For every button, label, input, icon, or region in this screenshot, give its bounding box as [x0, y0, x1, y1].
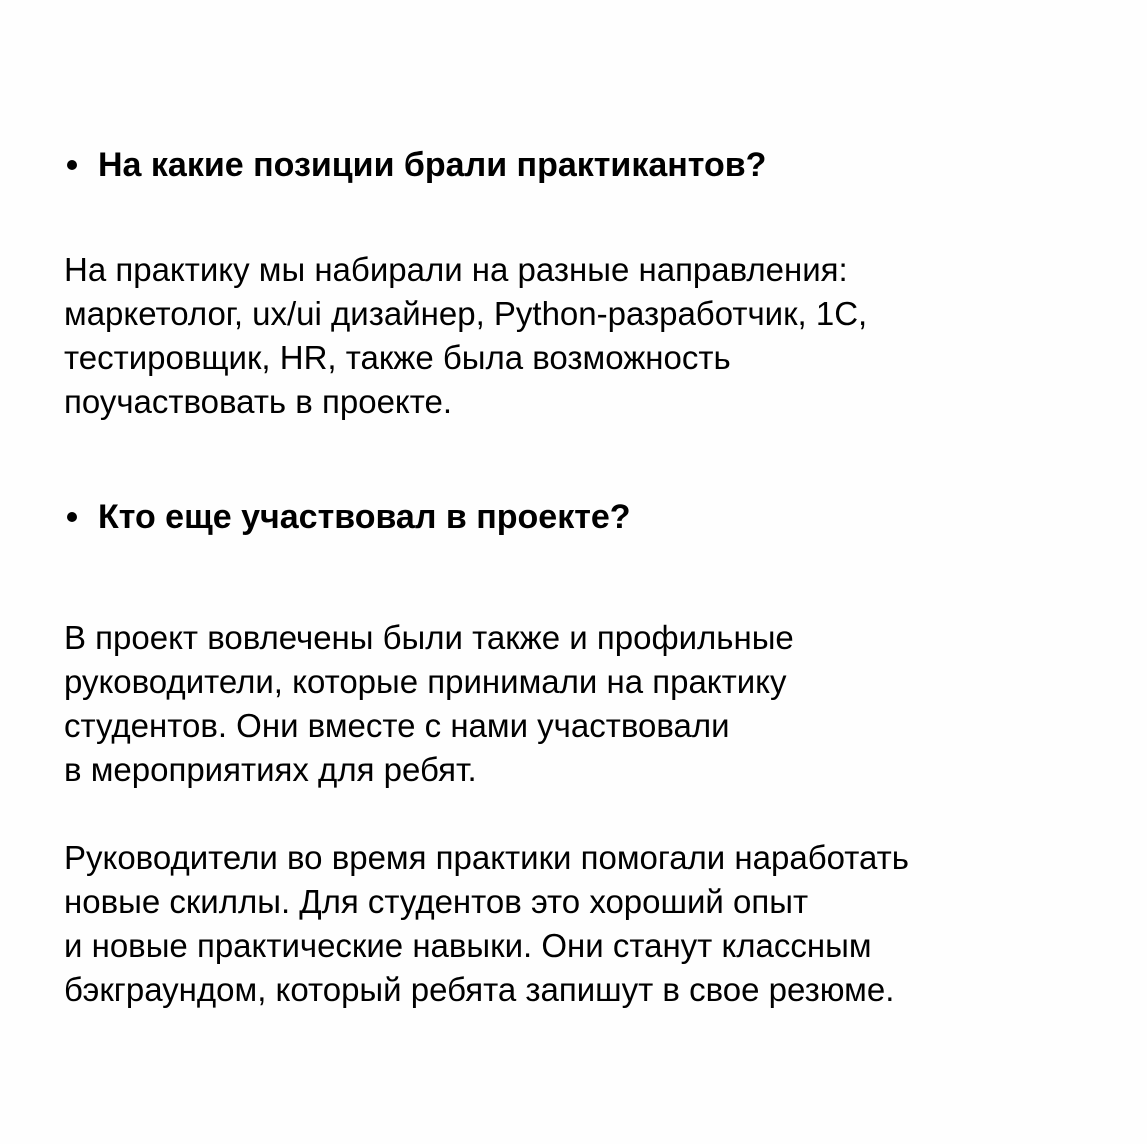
text-line: бэкграундом, который ребята запишут в свое резюме. — [64, 971, 895, 1008]
text-line: маркетолог, ux/ui дизайнер, Python-разработчик, 1С, — [64, 295, 868, 332]
text-line: тестировщик, HR, также была возможность — [64, 339, 731, 376]
answer-paragraph-3 — [64, 836, 909, 1012]
text-line: и новые практические навыки. Они станут классным — [64, 927, 872, 964]
text-line: На практику мы набирали на разные направления: — [64, 251, 848, 288]
answer-paragraph-2 — [64, 616, 794, 792]
question-text: Кто еще участвовал в проекте? — [98, 498, 631, 536]
answer-paragraph-1 — [64, 248, 867, 424]
bullet-icon — [67, 512, 77, 522]
bullet-icon — [67, 160, 77, 170]
question-text: На какие позиции брали практикантов? — [98, 146, 767, 184]
text-line: поучаствовать в проекте. — [64, 383, 452, 420]
text-line: В проект вовлечены были также и профильные — [64, 619, 794, 656]
text-line: студентов. Они вместе с нами участвовали — [64, 707, 730, 744]
text-line: руководители, которые принимали на практику — [64, 663, 787, 700]
question-heading-1 — [64, 144, 766, 186]
text-line: новые скиллы. Для студентов это хороший опыт — [64, 883, 809, 920]
text-line: Руководители во время практики помогали наработать — [64, 839, 909, 876]
text-line: в мероприятиях для ребят. — [64, 751, 477, 788]
question-heading-2 — [64, 496, 631, 538]
